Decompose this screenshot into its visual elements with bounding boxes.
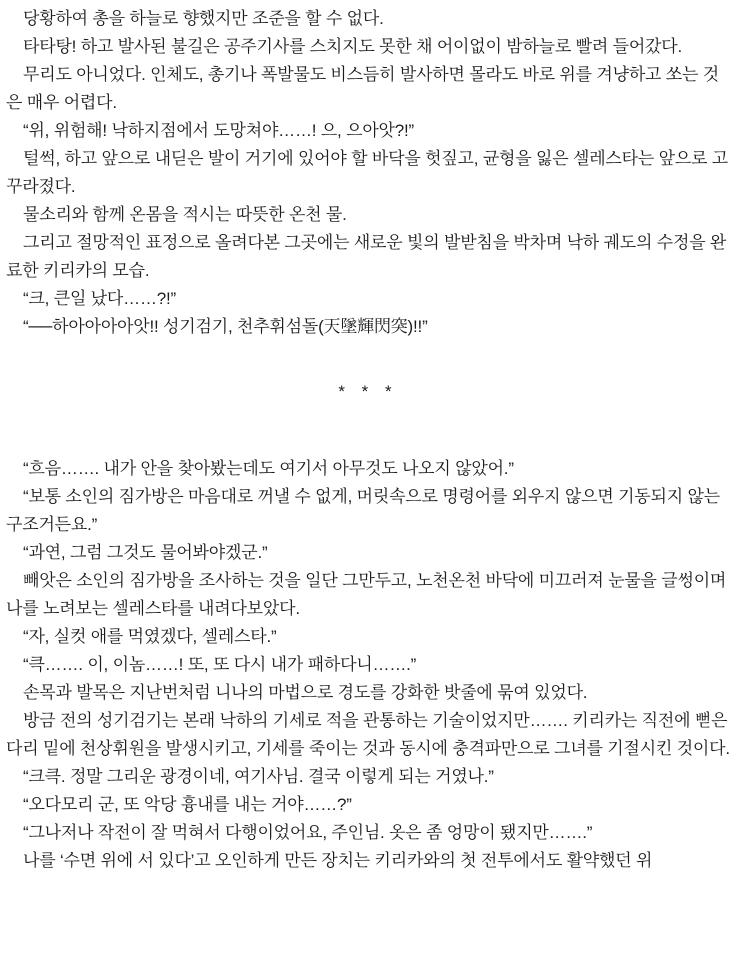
- novel-section-1: [6, 5, 730, 341]
- dialogue-line: “흐음……. 내가 안을 찾아봤는데도 여기서 아무것도 나오지 않았어.”: [23, 459, 514, 478]
- paragraph: 당황하여 총을 하늘로 향했지만 조준을 할 수 없다.: [23, 9, 384, 28]
- paragraph: 빼앗은 소인의 짐가방을 조사하는 것을 일단 그만두고, 노천온천 바닥에 미끄러져 눈물을 글썽이며 나를 노려보는 셀레스타를 내려다보았다.: [6, 571, 727, 618]
- paragraph: 무리도 아니었다. 인체도, 총기나 폭발물도 비스듬히 발사하면 몰라도 바로 위를 겨냥하고 쏘는 것은 매우 어렵다.: [6, 65, 719, 112]
- paragraph: 그리고 절망적인 표정으로 올려다본 그곳에는 새로운 빛의 발받침을 박차며 낙하 궤도의 수정을 완료한 키리카의 모습.: [6, 233, 727, 280]
- paragraph: 타타탕! 하고 발사된 불길은 공주기사를 스치지도 못한 채 어이없이 밤하늘로 빨려 들어갔다.: [23, 37, 683, 56]
- scene-divider: * * *: [338, 382, 398, 401]
- dialogue-line: “크큭. 정말 그리운 광경이네, 여기사님. 결국 이렇게 되는 거였나.”: [23, 767, 494, 786]
- dialogue-line: “보통 소인의 짐가방은 마음대로 꺼낼 수 없게, 머릿속으로 명령어를 외우지 않으면 기동되지 않는 구조거든요.”: [6, 487, 720, 534]
- novel-section-2: [6, 455, 730, 875]
- dialogue-line: “오다모리 군, 또 악당 흉내를 내는 거야……?”: [23, 795, 352, 814]
- paragraph: 방금 전의 성기검기는 본래 낙하의 기세로 적을 관통하는 기술이었지만……. 키리카는 직전에 뻗은 다리 밑에 천상휘원을 발생시키고, 기세를 죽이는 것과 동시에 충격파만으로 그녀를 기절시킨 것이다.: [6, 711, 730, 758]
- dialogue-line: “자, 실컷 애를 먹였겠다, 셀레스타.”: [23, 627, 277, 646]
- paragraph: 손목과 발목은 지난번처럼 니나의 마법으로 경도를 강화한 밧줄에 묶여 있었다.: [23, 683, 588, 702]
- dialogue-line: “──하아아아아앗!! 성기검기, 천추휘섬돌(天墜輝閃突)!!”: [23, 317, 428, 336]
- dialogue-line: “큭……. 이, 이놈……! 또, 또 다시 내가 패하다니…….”: [23, 655, 417, 674]
- dialogue-line: “크, 큰일 났다……?!”: [23, 289, 176, 308]
- paragraph: 털썩, 하고 앞으로 내딛은 발이 거기에 있어야 할 바닥을 헛짚고, 균형을 잃은 셀레스타는 앞으로 고꾸라졌다.: [6, 149, 729, 196]
- paragraph: 나를 ‘수면 위에 서 있다’고 오인하게 만든 장치는 키리카와의 첫 전투에서도 활약했던 위: [23, 851, 653, 870]
- dialogue-line: “위, 위험해! 낙하지점에서 도망쳐야……! 으, 으아앗?!”: [23, 121, 415, 140]
- dialogue-line: “그나저나 작전이 잘 먹혀서 다행이었어요, 주인님. 옷은 좀 엉망이 됐지만…….”: [23, 823, 593, 842]
- paragraph: 물소리와 함께 온몸을 적시는 따뜻한 온천 물.: [23, 205, 347, 224]
- dialogue-line: “과연, 그럼 그것도 물어봐야겠군.”: [23, 543, 268, 562]
